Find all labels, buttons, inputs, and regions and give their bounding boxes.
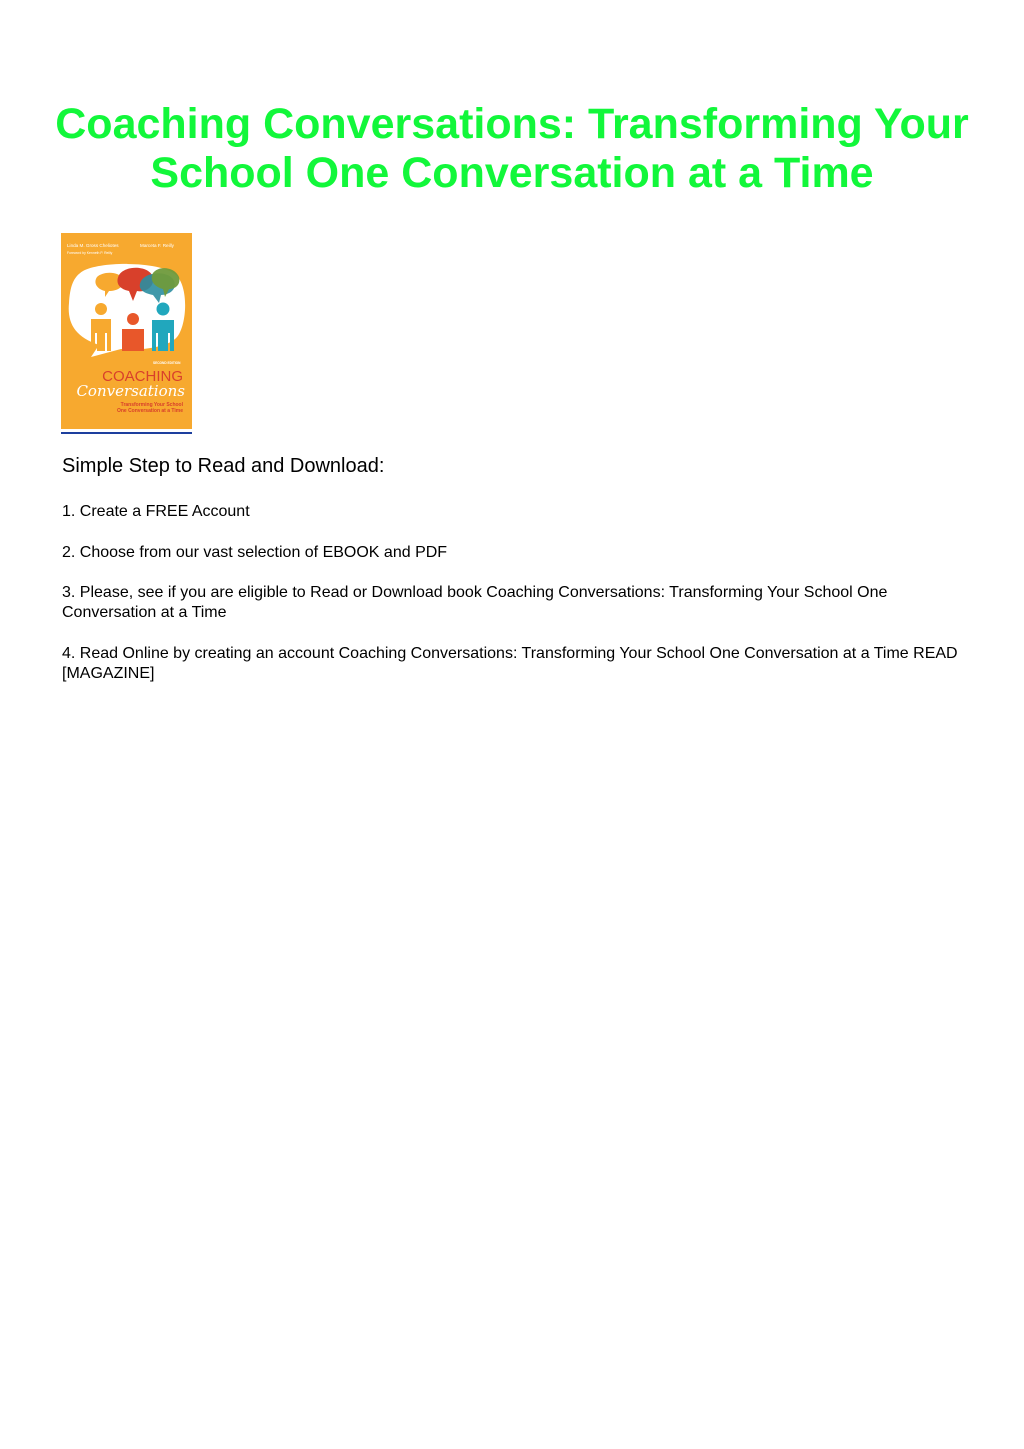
step-4: 4. Read Online by creating an account Coaching Conversations: Transforming Your School One Conversation at a Time READ [MAGAZINE] xyxy=(62,645,958,682)
step-3: 3. Please, see if you are eligible to Read or Download book Coaching Conversations: Transforming Your School One Conversation at a Time xyxy=(62,584,888,621)
cover-person-left-head xyxy=(95,303,107,315)
cover-foreword: Foreword by Kenneth P. Reilly xyxy=(67,251,113,255)
cover-person-middle-body xyxy=(122,329,144,351)
cover-author-left: Linda M. Gross Cheliotes xyxy=(67,243,119,248)
cover-person-left-body xyxy=(91,319,111,351)
instructions-heading: Simple Step to Read and Download: xyxy=(62,455,385,477)
book-cover-link[interactable] xyxy=(61,233,192,434)
cover-edition: SECOND EDITION xyxy=(153,361,181,365)
cover-subtitle-2: One Conversation at a Time xyxy=(116,408,183,414)
cover-person-right-head xyxy=(157,303,170,316)
step-1: 1. Create a FREE Account xyxy=(62,503,250,520)
cover-title-script: Conversations xyxy=(76,382,185,400)
cover-title-top: COACHING xyxy=(102,368,183,385)
document-title: Coaching Conversations: Transforming Your School One Conversation at a Time xyxy=(55,100,969,197)
cover-subtitle-1: Transforming Your School xyxy=(120,402,183,408)
step-2: 2. Choose from our vast selection of EBOOK and PDF xyxy=(62,544,448,561)
book-cover-image xyxy=(61,233,192,429)
cover-person-middle-head xyxy=(127,313,139,325)
cover-person-right-body xyxy=(152,320,174,351)
cover-author-right: Marceta F. Reilly xyxy=(140,243,174,248)
